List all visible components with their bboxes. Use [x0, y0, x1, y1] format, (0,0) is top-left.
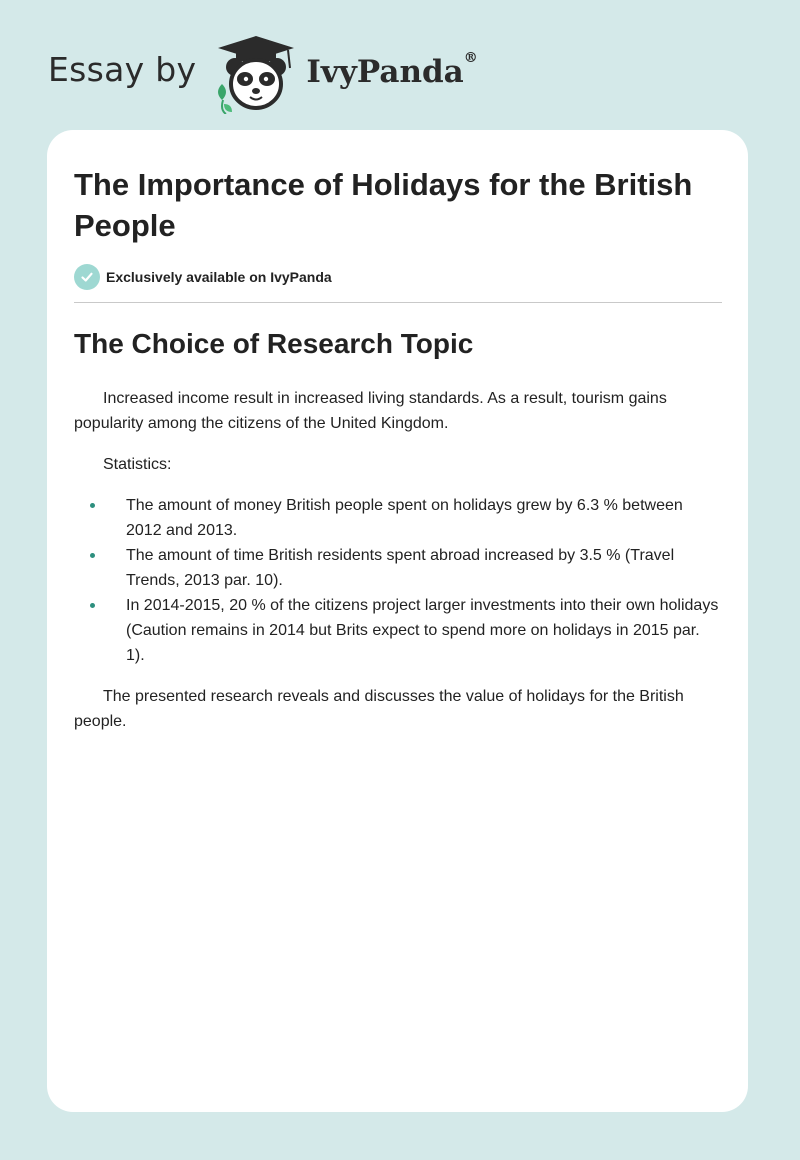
- statistics-label: Statistics:: [103, 456, 172, 473]
- brand-label: IvyPanda: [306, 54, 464, 90]
- list-item: The amount of money British people spent on holidays grew by 6.3 % between 2012 and 2013.: [74, 493, 722, 543]
- essay-by-label: Essay by: [48, 49, 197, 89]
- section-heading: The Choice of Research Topic: [74, 328, 474, 359]
- divider: [74, 302, 722, 303]
- brand-name[interactable]: [306, 50, 478, 90]
- badge-text: Exclusively available on IvyPanda: [106, 269, 332, 285]
- exclusive-badge: [74, 264, 332, 290]
- list-item: In 2014-2015, 20 % of the citizens project larger investments into their own holidays (Caution remains in 2014 but Brits expect to spend more on holidays in 2015 par. 1).: [74, 593, 722, 668]
- check-icon: [74, 264, 100, 290]
- site-header: [48, 34, 478, 114]
- intro-paragraph: Increased income result in increased living standards. As a result, tourism gains popularity among the citizens of the United Kingdom.: [74, 390, 667, 432]
- list-item: The amount of time British residents spent abroad increased by 3.5 % (Travel Trends, 2013 par. 10).: [74, 543, 722, 593]
- registered-mark: ®: [463, 50, 478, 66]
- article-body: [74, 386, 722, 750]
- statistics-list: [74, 493, 722, 668]
- panda-graduate-icon: [210, 34, 302, 114]
- page-title: The Importance of Holidays for the British People: [74, 167, 693, 243]
- conclusion-paragraph: The presented research reveals and discusses the value of holidays for the British people.: [74, 688, 684, 730]
- article-card: [47, 130, 748, 1112]
